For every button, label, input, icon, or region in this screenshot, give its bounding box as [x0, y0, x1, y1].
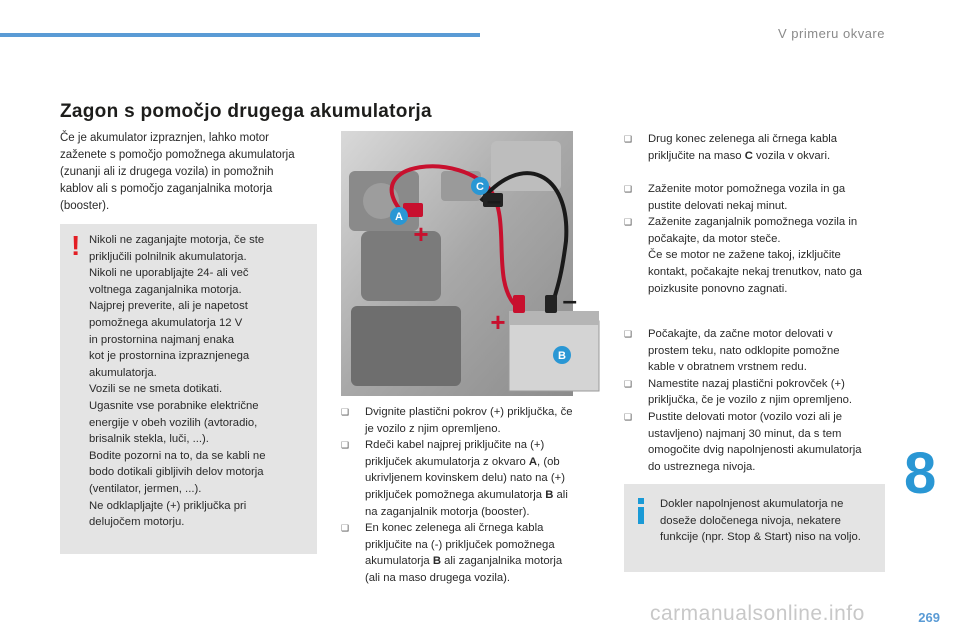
step-line: Dvignite plastični pokrov (+) priključka, če [365, 406, 573, 418]
step-item [624, 376, 894, 409]
plus-sign-battery: + [490, 307, 506, 337]
step-item [341, 437, 591, 520]
warning-line: akumulatorja. [89, 366, 157, 379]
bullet-icon: ❑ [341, 523, 350, 534]
warning-line: Nikoli ne zaganjajte motorja, če ste [89, 234, 265, 246]
step-line: ustavljeno) najmanj 30 minut, da s tem [648, 427, 842, 440]
bullet-icon: ❑ [624, 411, 633, 422]
step-line: je vozilo z njim opremljeno. [365, 422, 501, 435]
steps-right-2 [624, 181, 894, 297]
section-title: Zagon s pomočjo drugega akumulatorja [60, 101, 432, 122]
warning-box [60, 224, 317, 554]
step-line: do ustreznega nivoja. [648, 460, 756, 473]
step-line: poizkusite ponovno zagnati. [648, 282, 788, 295]
warning-line: bodo dotikali gibljivih delov motorja [89, 466, 264, 479]
header-accent-bar [0, 33, 480, 37]
engine-bay-drawing [341, 131, 577, 396]
warning-line: in prostornina najmanj enaka [89, 333, 235, 346]
label-b: B [558, 350, 566, 362]
page-number: 269 [918, 610, 940, 625]
label-c: C [476, 181, 484, 193]
step-line: Zaženite zaganjalnik pomožnega vozila in [648, 216, 858, 229]
warning-line: energije v obeh vozilih (avtoradio, [89, 416, 258, 429]
intro-line: Če je akumulator izpraznjen, lahko motor [60, 132, 270, 144]
exclamation-icon: ! [71, 230, 81, 261]
step-line: Drug konec zelenega ali črnega kabla [648, 133, 838, 145]
step-line: Zaženite motor pomožnega vozila in ga [648, 183, 846, 195]
step-item [341, 404, 591, 437]
intro-line: (zunanji ali iz drugega vozila) in pomožnih [60, 166, 274, 178]
warning-line: voltnega zaganjalnika motorja. [89, 283, 242, 296]
bullet-icon: ❑ [341, 407, 350, 417]
bullet-icon: ❑ [624, 184, 633, 194]
step-item [624, 181, 894, 214]
step-line: pustite delovati nekaj minut. [648, 199, 788, 212]
bullet-icon: ❑ [624, 329, 633, 339]
step-line: Če se motor ne zažene takoj, izključite [648, 249, 841, 262]
step-line: akumulatorja B ali zaganjalnika motorja [365, 555, 563, 568]
step-line: kable v obratnem vrstnem redu. [648, 361, 807, 374]
step-line: Pustite delovati motor (vozilo vozi ali je [648, 410, 843, 423]
step-item [624, 131, 894, 164]
warning-line: Ugasnite vse porabnike električne [89, 399, 259, 412]
info-line: funkcije (npr. Stop & Start) niso na voljo. [660, 531, 861, 544]
plus-sign-vehicle: + [413, 219, 429, 249]
label-a: A [395, 211, 403, 223]
jump-start-illustration [341, 131, 577, 396]
bullet-icon: ❑ [341, 440, 350, 451]
warning-line: priključili polnilnik akumulatorja. [89, 250, 247, 263]
warning-line: Vozili se ne smeta dotikati. [89, 383, 223, 396]
info-box [624, 484, 885, 572]
minus-sign-battery: – [562, 285, 577, 315]
step-line: priključite na maso C vozila v okvari. [648, 149, 831, 162]
warning-line: brisalnik stekla, luči, ...). [89, 433, 209, 446]
step-line: Počakajte, da začne motor delovati v [648, 328, 833, 340]
step-line: ukrivljenem kovinskem delu) nato na (+) [365, 472, 565, 485]
step-item [624, 214, 894, 297]
info-icon [638, 498, 644, 524]
warning-text [89, 232, 311, 531]
step-line: kontakt, počakajte nekaj trenutkov, nato ga [648, 265, 862, 278]
chapter-number: 8 [904, 441, 937, 506]
step-line: prostem teku, nato odklopite pomožne [648, 344, 840, 357]
step-line: priključite na (-) priključek pomožnega [365, 538, 555, 551]
warning-line: pomožnega akumulatorja 12 V [89, 316, 243, 329]
info-line: Dokler napolnjenost akumulatorja ne [660, 498, 844, 510]
warning-line: (ventilator, jermen, ...). [89, 482, 202, 495]
steps-middle [341, 404, 591, 587]
intro-line: (booster). [60, 200, 110, 212]
warning-line: delujočem motorju. [89, 516, 185, 529]
step-line: priključek akumulatorja z okvaro A, (ob [365, 455, 560, 468]
bullet-icon: ❑ [624, 134, 633, 144]
info-text [660, 496, 884, 546]
step-line: omogočite dvig napolnjenosti akumulatorja [648, 444, 862, 457]
intro-line: zaženete s pomočjo pomožnega akumulatorja [60, 149, 295, 161]
steps-right-3 [624, 326, 894, 475]
bullet-icon: ❑ [624, 378, 633, 389]
minus-sign-vehicle: – [486, 185, 502, 215]
step-line: En konec zelenega ali črnega kabla [365, 522, 544, 535]
chapter-title: V primeru okvare [778, 26, 885, 41]
step-item [624, 326, 894, 376]
step-item [624, 409, 894, 475]
intro-paragraph [60, 130, 320, 215]
step-line: počakajte, da motor steče. [648, 232, 781, 245]
step-line: Rdeči kabel najprej priključite na (+) [365, 439, 545, 452]
bullet-icon: ❑ [624, 217, 633, 228]
step-item [341, 520, 591, 586]
warning-line: kot je prostornina izpraznjenega [89, 350, 250, 363]
info-line: doseže določenega nivoja, nekatere [660, 514, 841, 527]
warning-line: Najprej preverite, ali je napetost [89, 300, 248, 313]
step-line: priključka, če je vozilo z njim opremljeno. [648, 394, 853, 407]
watermark: carmanualsonline.info [650, 602, 865, 625]
step-line: na zaganjalnik motorja (booster). [365, 505, 530, 518]
warning-line: Ne odklapljajte (+) priključka pri [89, 499, 247, 512]
intro-line: kablov ali s pomočjo zaganjalnika motorja [60, 183, 273, 195]
steps-right-1 [624, 131, 894, 164]
step-line: priključek pomožnega akumulatorja B ali [365, 488, 568, 501]
warning-line: Bodite pozorni na to, da se kabli ne [89, 449, 266, 462]
warning-line: Nikoli ne uporabljajte 24- ali več [89, 267, 249, 280]
step-line: (ali na maso drugega vozila). [365, 571, 511, 584]
step-line: Namestite nazaj plastični pokrovček (+) [648, 377, 845, 390]
